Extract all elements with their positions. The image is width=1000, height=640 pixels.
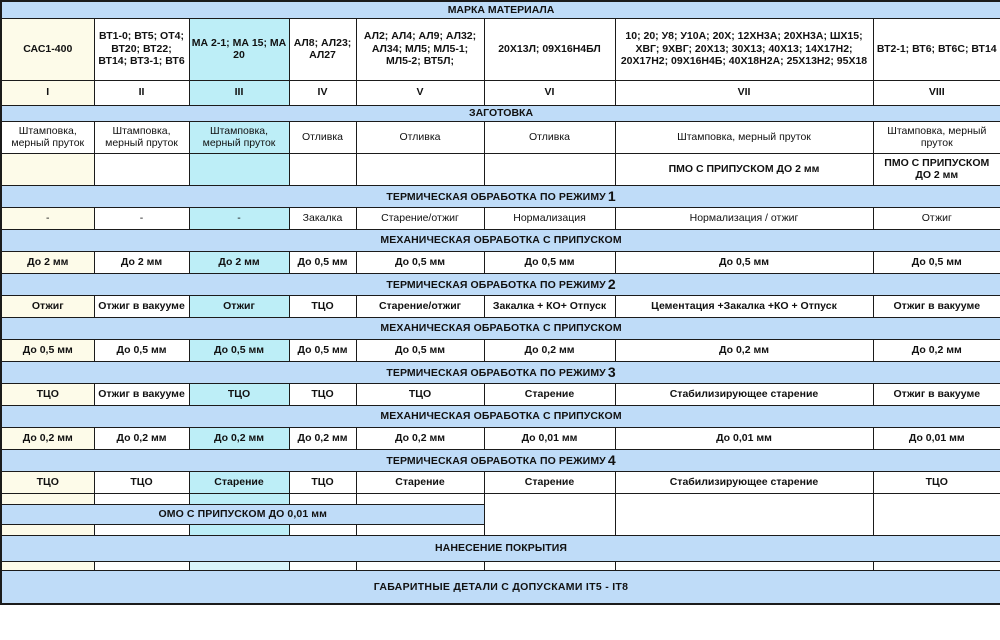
column-index-7: VII bbox=[615, 80, 873, 105]
thermal-3-cell-8: Отжиг в вакууме bbox=[873, 383, 1000, 405]
mech-2-cell-4: До 0,5 мм bbox=[289, 339, 356, 361]
thermal-4-cell-1: ТЦО bbox=[1, 471, 94, 493]
thermal-2-cell-3: Отжиг bbox=[189, 295, 289, 317]
thermal-4-cell-2: ТЦО bbox=[94, 471, 189, 493]
mech-1-cell-1: До 2 мм bbox=[1, 251, 94, 273]
mech-2-row bbox=[1, 339, 1000, 361]
thermal-banner-1-number: 1 bbox=[607, 187, 616, 204]
bottom-strip-cell-8 bbox=[873, 561, 1000, 570]
mech-1-cell-3: До 2 мм bbox=[189, 251, 289, 273]
mech-1-row bbox=[1, 251, 1000, 273]
empty-block-7 bbox=[615, 493, 873, 535]
filler-row-upper bbox=[1, 493, 1000, 504]
blank-cell-2: Штамповка, мерный пруток bbox=[94, 121, 189, 153]
thermal-3-cell-4: ТЦО bbox=[289, 383, 356, 405]
filler-lower-cell-1 bbox=[1, 524, 94, 535]
mech-1-cell-5: До 0,5 мм bbox=[356, 251, 484, 273]
thermal-4-row bbox=[1, 471, 1000, 493]
thermal-banner-3 bbox=[1, 361, 1000, 383]
grade-cell-3: МА 2-1; МА 15; МА 20 bbox=[189, 18, 289, 80]
mech-banner-3: МЕХАНИЧЕСКАЯ ОБРАБОТКА С ПРИПУСКОМ bbox=[1, 405, 1000, 427]
mech-1-cell-2: До 2 мм bbox=[94, 251, 189, 273]
thermal-2-cell-7: Цементация +Закалка +КО + Отпуск bbox=[615, 295, 873, 317]
thermal-1-cell-4: Закалка bbox=[289, 207, 356, 229]
thermal-4-cell-8: ТЦО bbox=[873, 471, 1000, 493]
column-index-2: II bbox=[94, 80, 189, 105]
bottom-strip-cell-2 bbox=[94, 561, 189, 570]
blank-cell-1: Штамповка, мерный пруток bbox=[1, 121, 94, 153]
thermal-2-row bbox=[1, 295, 1000, 317]
blank-row bbox=[1, 121, 1000, 153]
mech-1-cell-4: До 0,5 мм bbox=[289, 251, 356, 273]
mech-3-row bbox=[1, 427, 1000, 449]
thermal-1-cell-6: Нормализация bbox=[484, 207, 615, 229]
filler-upper-cell-1 bbox=[1, 493, 94, 504]
column-index-8: VIII bbox=[873, 80, 1000, 105]
mech-2-cell-5: До 0,5 мм bbox=[356, 339, 484, 361]
thermal-banner-4-row bbox=[1, 449, 1000, 471]
blank-banner-row bbox=[1, 105, 1000, 121]
omo-banner: ОМО С ПРИПУСКОМ ДО 0,01 мм bbox=[1, 504, 484, 524]
filler-upper-cell-5 bbox=[356, 493, 484, 504]
material-banner: МАРКА МАТЕРИАЛА bbox=[1, 1, 1000, 18]
filler-lower-cell-5 bbox=[356, 524, 484, 535]
grade-cell-1: САС1-400 bbox=[1, 18, 94, 80]
thermal-banner-4 bbox=[1, 449, 1000, 471]
thermal-banner-2 bbox=[1, 273, 1000, 295]
thermal-3-row bbox=[1, 383, 1000, 405]
filler-lower-cell-3 bbox=[189, 524, 289, 535]
mech-banner-1: МЕХАНИЧЕСКАЯ ОБРАБОТКА С ПРИПУСКОМ bbox=[1, 229, 1000, 251]
blank-banner: ЗАГОТОВКА bbox=[1, 105, 1000, 121]
thermal-3-cell-7: Стабилизирующее старение bbox=[615, 383, 873, 405]
mech-banner-2: МЕХАНИЧЕСКАЯ ОБРАБОТКА С ПРИПУСКОМ bbox=[1, 317, 1000, 339]
mech-3-cell-3: До 0,2 мм bbox=[189, 427, 289, 449]
pmo-cell-5 bbox=[356, 153, 484, 185]
thermal-banner-2-text: ТЕРМИЧЕСКАЯ ОБРАБОТКА ПО РЕЖИМУ bbox=[386, 278, 606, 291]
thermal-2-cell-8: Отжиг в вакууме bbox=[873, 295, 1000, 317]
thermal-3-cell-5: ТЦО bbox=[356, 383, 484, 405]
grades-row bbox=[1, 18, 1000, 80]
column-index-3: III bbox=[189, 80, 289, 105]
mech-3-cell-1: До 0,2 мм bbox=[1, 427, 94, 449]
mech-3-cell-6: До 0,01 мм bbox=[484, 427, 615, 449]
pmo-cell-3 bbox=[189, 153, 289, 185]
filler-upper-cell-2 bbox=[94, 493, 189, 504]
column-index-5: V bbox=[356, 80, 484, 105]
filler-lower-cell-4 bbox=[289, 524, 356, 535]
thermal-1-cell-3: - bbox=[189, 207, 289, 229]
pmo-cell-6 bbox=[484, 153, 615, 185]
grade-cell-5: АЛ2; АЛ4; АЛ9; АЛ32; АЛ34; МЛ5; МЛ5-1; МЛ5-2; ВТ5Л; bbox=[356, 18, 484, 80]
blank-cell-3: Штамповка, мерный пруток bbox=[189, 121, 289, 153]
mech-2-cell-7: До 0,2 мм bbox=[615, 339, 873, 361]
column-index-4: IV bbox=[289, 80, 356, 105]
mech-banner-3-row bbox=[1, 405, 1000, 427]
mech-2-cell-3: До 0,5 мм bbox=[189, 339, 289, 361]
mech-1-cell-6: До 0,5 мм bbox=[484, 251, 615, 273]
blank-cell-7: Штамповка, мерный пруток bbox=[615, 121, 873, 153]
thermal-1-cell-1: - bbox=[1, 207, 94, 229]
thermal-1-cell-5: Старение/отжиг bbox=[356, 207, 484, 229]
mech-2-cell-6: До 0,2 мм bbox=[484, 339, 615, 361]
pmo-cell-7: ПМО С ПРИПУСКОМ ДО 2 мм bbox=[615, 153, 873, 185]
thermal-banner-3-text: ТЕРМИЧЕСКАЯ ОБРАБОТКА ПО РЕЖИМУ bbox=[386, 366, 606, 379]
thermal-2-cell-6: Закалка + КО+ Отпуск bbox=[484, 295, 615, 317]
thermal-2-cell-2: Отжиг в вакууме bbox=[94, 295, 189, 317]
thermal-1-cell-2: - bbox=[94, 207, 189, 229]
mech-3-cell-7: До 0,01 мм bbox=[615, 427, 873, 449]
thermal-2-cell-1: Отжиг bbox=[1, 295, 94, 317]
thermal-2-cell-5: Старение/отжиг bbox=[356, 295, 484, 317]
mech-3-cell-2: До 0,2 мм bbox=[94, 427, 189, 449]
mech-1-cell-8: До 0,5 мм bbox=[873, 251, 1000, 273]
thermal-banner-1-row bbox=[1, 185, 1000, 207]
bottom-title-row bbox=[1, 570, 1000, 604]
bottom-strip-row bbox=[1, 561, 1000, 570]
grade-cell-2: ВТ1-0; ВТ5; ОТ4; ВТ20; ВТ22; ВТ14; ВТ3-1; ВТ6 bbox=[94, 18, 189, 80]
thermal-3-cell-1: ТЦО bbox=[1, 383, 94, 405]
mech-banner-1-row bbox=[1, 229, 1000, 251]
thermal-banner-3-row bbox=[1, 361, 1000, 383]
bottom-strip-cell-5 bbox=[356, 561, 484, 570]
bottom-strip-cell-3 bbox=[189, 561, 289, 570]
coating-banner: НАНЕСЕНИЕ ПОКРЫТИЯ bbox=[1, 535, 1000, 561]
page-title: ГАБАРИТНЫЕ ДЕТАЛИ С ДОПУСКАМИ IT5 - IT8 bbox=[1, 570, 1000, 604]
thermal-3-cell-3: ТЦО bbox=[189, 383, 289, 405]
blank-cell-5: Отливка bbox=[356, 121, 484, 153]
thermal-4-cell-5: Старение bbox=[356, 471, 484, 493]
mech-2-cell-1: До 0,5 мм bbox=[1, 339, 94, 361]
thermal-banner-2-number: 2 bbox=[607, 275, 616, 292]
grade-cell-4: АЛ8; АЛ23; АЛ27 bbox=[289, 18, 356, 80]
thermal-3-cell-6: Старение bbox=[484, 383, 615, 405]
bottom-strip-cell-1 bbox=[1, 561, 94, 570]
grade-cell-7: 10; 20; У8; У10А; 20Х; 12ХН3А; 20ХН3А; ШХ15; ХВГ; 9ХВГ; 20Х13; 30Х13; 40Х13; 14Х17Н2; 20Х17Н2; 09Х16Н4Б; 40Х18Н2А; 25Х13Н2; 95Х18 bbox=[615, 18, 873, 80]
thermal-4-cell-4: ТЦО bbox=[289, 471, 356, 493]
thermal-3-cell-2: Отжиг в вакууме bbox=[94, 383, 189, 405]
thermal-1-row bbox=[1, 207, 1000, 229]
column-index-1: I bbox=[1, 80, 94, 105]
empty-block-8 bbox=[873, 493, 1000, 535]
pmo-cell-1 bbox=[1, 153, 94, 185]
roman-row bbox=[1, 80, 1000, 105]
bottom-strip-cell-7 bbox=[615, 561, 873, 570]
mech-2-cell-8: До 0,2 мм bbox=[873, 339, 1000, 361]
pmo-row bbox=[1, 153, 1000, 185]
empty-block-6 bbox=[484, 493, 615, 535]
column-index-6: VI bbox=[484, 80, 615, 105]
pmo-cell-4 bbox=[289, 153, 356, 185]
thermal-banner-4-number: 4 bbox=[607, 451, 616, 468]
thermal-1-cell-7: Нормализация / отжиг bbox=[615, 207, 873, 229]
blank-cell-6: Отливка bbox=[484, 121, 615, 153]
pmo-cell-8: ПМО С ПРИПУСКОМ ДО 2 мм bbox=[873, 153, 1000, 185]
thermal-4-cell-3: Старение bbox=[189, 471, 289, 493]
blank-cell-4: Отливка bbox=[289, 121, 356, 153]
mech-3-cell-8: До 0,01 мм bbox=[873, 427, 1000, 449]
thermal-1-cell-8: Отжиг bbox=[873, 207, 1000, 229]
thermal-banner-1 bbox=[1, 185, 1000, 207]
mech-3-cell-4: До 0,2 мм bbox=[289, 427, 356, 449]
thermal-banner-3-number: 3 bbox=[607, 363, 616, 380]
thermal-banner-1-text: ТЕРМИЧЕСКАЯ ОБРАБОТКА ПО РЕЖИМУ bbox=[386, 190, 606, 203]
filler-upper-cell-3 bbox=[189, 493, 289, 504]
thermal-4-cell-7: Стабилизирующее старение bbox=[615, 471, 873, 493]
bottom-strip-cell-4 bbox=[289, 561, 356, 570]
mech-3-cell-5: До 0,2 мм bbox=[356, 427, 484, 449]
filler-lower-cell-2 bbox=[94, 524, 189, 535]
material-banner-row bbox=[1, 1, 1000, 18]
mech-1-cell-7: До 0,5 мм bbox=[615, 251, 873, 273]
thermal-2-cell-4: ТЦО bbox=[289, 295, 356, 317]
pmo-cell-2 bbox=[94, 153, 189, 185]
mech-2-cell-2: До 0,5 мм bbox=[94, 339, 189, 361]
filler-upper-cell-4 bbox=[289, 493, 356, 504]
coating-banner-row bbox=[1, 535, 1000, 561]
bottom-strip-cell-6 bbox=[484, 561, 615, 570]
blank-cell-8: Штамповка, мерный пруток bbox=[873, 121, 1000, 153]
grade-cell-6: 20Х13Л; 09Х16Н4БЛ bbox=[484, 18, 615, 80]
mech-banner-2-row bbox=[1, 317, 1000, 339]
thermal-4-cell-6: Старение bbox=[484, 471, 615, 493]
thermal-banner-2-row bbox=[1, 273, 1000, 295]
grade-cell-8: ВТ2-1; ВТ6; ВТ6С; ВТ14 bbox=[873, 18, 1000, 80]
thermal-banner-4-text: ТЕРМИЧЕСКАЯ ОБРАБОТКА ПО РЕЖИМУ bbox=[386, 454, 606, 467]
